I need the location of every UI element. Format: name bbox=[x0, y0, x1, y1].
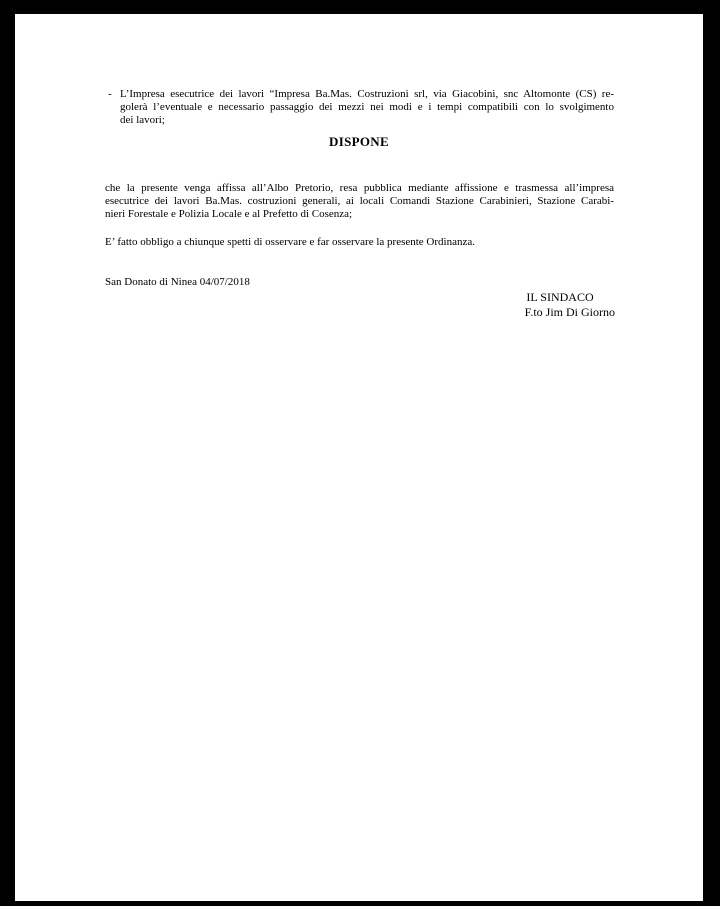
bullet-line-3: dei lavori; bbox=[120, 114, 165, 126]
obligation-paragraph: E’ fatto obbligo a chiunque spetti di osservare e far osservare la presente Ordinanza. bbox=[105, 236, 475, 248]
section-heading: DISPONE bbox=[329, 134, 389, 149]
paragraph-line-3: nieri Forestale e Polizia Locale e al Prefetto di Cosenza; bbox=[105, 208, 353, 220]
bullet-marker: - bbox=[108, 88, 112, 100]
bullet-line-1: L’Impresa esecutrice dei lavori “Impresa Ba.Mas. Costruzioni srl, via Giacobini, snc Altomonte (CS) re- bbox=[120, 88, 614, 100]
signature-title: IL SINDACO bbox=[526, 290, 594, 304]
disposition-paragraph bbox=[105, 182, 614, 221]
paragraph-line-1: che la presente venga affissa all’Albo Pretorio, resa pubblica mediante affissione e trasmessa all’impresa bbox=[105, 182, 614, 194]
document-page bbox=[15, 14, 703, 901]
signature-name: F.to Jim Di Giorno bbox=[524, 305, 615, 319]
paragraph-line-2: esecutrice dei lavori Ba.Mas. costruzioni generali, ai locali Comandi Stazione Carabinieri, Stazione Carabi- bbox=[105, 195, 614, 207]
place-date: San Donato di Ninea 04/07/2018 bbox=[105, 276, 250, 288]
bullet-item-text bbox=[120, 88, 614, 127]
signature-block bbox=[485, 290, 615, 320]
bullet-line-2: golerà l’eventuale e necessario passaggio dei mezzi nei modi e i tempi compatibili con lo svolgimento bbox=[120, 101, 614, 113]
